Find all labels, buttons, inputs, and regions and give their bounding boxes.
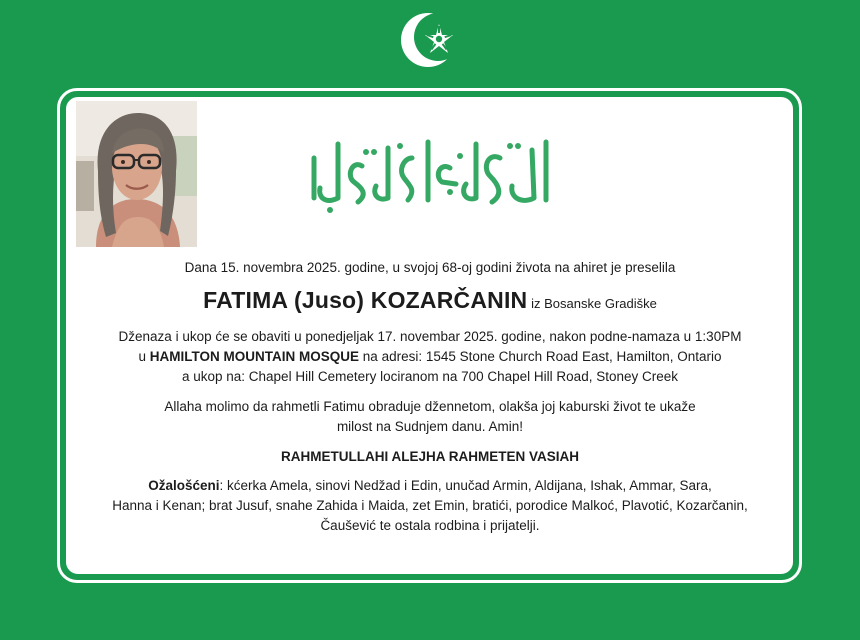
mourners-line-3: Čaušević te ostala rodbina i prijatelji. [320,518,540,533]
mourners-label: Ožalošćeni [148,478,220,493]
intro-text: Dana 15. novembra 2025. godine, u svojoj 68-oj godini života na ahiret je preselila [184,260,676,275]
mourners-line-2: Hanna i Kenan; brat Jusuf, snahe Zahida i Maida, zet Emin, bratići, porodice Malkoć, Plavotić, Kozarčanin, [112,498,748,513]
funeral-line-3: a ukop na: Chapel Hill Cemetery lociranom na 700 Chapel Hill Road, Stoney Creek [181,369,678,384]
mosque-name: HAMILTON MOUNTAIN MOSQUE [149,349,360,364]
mosque-address: na adresi: 1545 Stone Church Road East, Hamilton, Ontario [362,349,722,364]
mourners-line-1-text: : kćerka Amela, sinovi Nedžad i Edin, unučad Armin, Aldijana, Ishak, Ammar, Sara, [219,478,712,493]
crescent-star-icon [395,4,467,76]
deceased-name: FATIMA (Juso) KOZARČANIN [203,287,528,313]
notice-content [70,258,790,536]
mourners [70,476,790,536]
prayer-line-1: Allaha molimo da rahmetli Fatimu obraduje džennetom, olakša joj kaburski život te ukaže [164,399,696,414]
origin-text: iz Bosanske Gradiške [531,296,657,311]
arabic-calligraphy-icon [300,128,560,218]
deceased-photo [76,101,197,247]
funeral-line-2-prefix: u [138,349,147,364]
prayer-line-2: milost na Sudnjem danu. Amin! [336,419,524,434]
name-line [70,287,790,314]
funeral-line-2 [70,347,790,367]
mourners-line-1 [70,476,790,496]
dua-title: RAHMETULLAHI ALEJHA RAHMETEN VASIAH [281,449,579,464]
funeral-details [70,327,790,387]
funeral-line-1: Dženaza i ukop će se obaviti u ponedjeljak 17. novembar 2025. godine, nakon podne-namaza u 1:30PM [118,329,742,344]
prayer-text [70,397,790,437]
